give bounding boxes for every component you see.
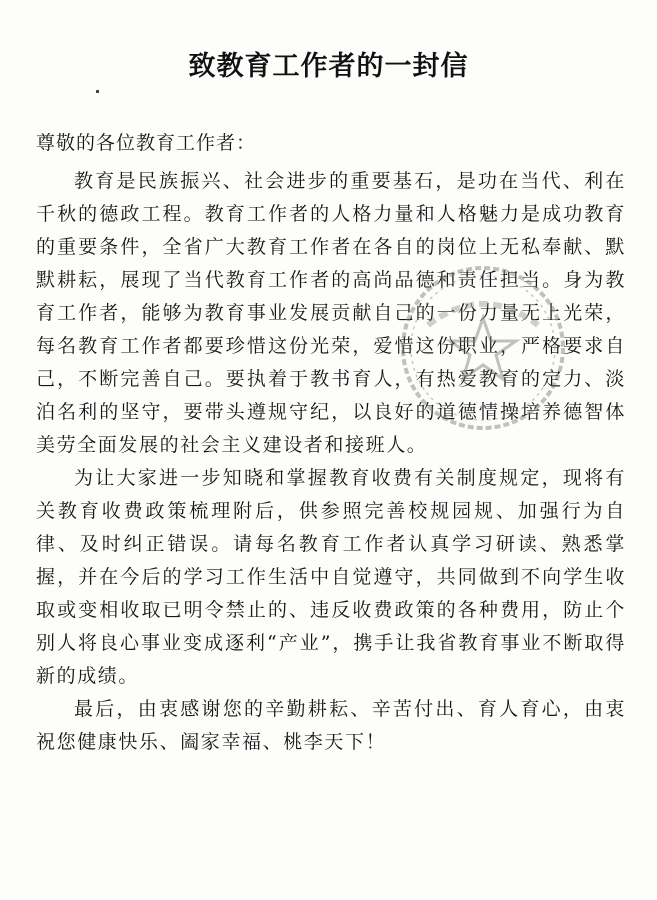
- paragraph-3: 最后，由衷感谢您的辛勤耕耘、辛苦付出、育人育心，由衷祝您健康快乐、阖家幸福、桃李天下！: [36, 698, 626, 753]
- paragraph-2: 为让大家进一步知晓和掌握教育收费有关制度规定，现将有关教育收费政策梳理附后，供参照完善校规园规、加强行为自律、及时纠正错误。请每名教育工作者认真学习研读、熟悉掌握，并在今后的学习工作生活中自觉遵守，共同做到不向学生收取或变相收取已明令禁止的、违反收费政策的各种费用，防止个别人将良心事业变成逐利“产业”，携手让我省教育事业不断取得新的成绩。: [36, 467, 626, 687]
- letter-title: 致教育工作者的一封信: [188, 51, 469, 82]
- letter-greeting: 尊敬的各位教育工作者：: [36, 132, 257, 154]
- scan-speck: [96, 90, 99, 93]
- paragraph-1: 教育是民族振兴、社会进步的重要基石，是功在当代、利在千秋的德政工程。教育工作者的人格力量和人格魅力是成功教育的重要条件，全省广大教育工作者在各自的岗位上无私奉献、默默耕耘，展现了当代教育工作者的高尚品德和责任担当。身为教育工作者，能够为教育事业发展贡献自己的一份力量无上光荣，每名教育工作者都要珍惜这份光荣，爱惜这份职业，严格要求自己，不断完善自己。要执着于教书育人，有热爱教育的定力、淡泊名利的坚守，要带头遵规守纪，以良好的道德情操培养德智体美劳全面发展的社会主义建设者和接班人。: [36, 170, 626, 456]
- letter-body: [36, 165, 626, 759]
